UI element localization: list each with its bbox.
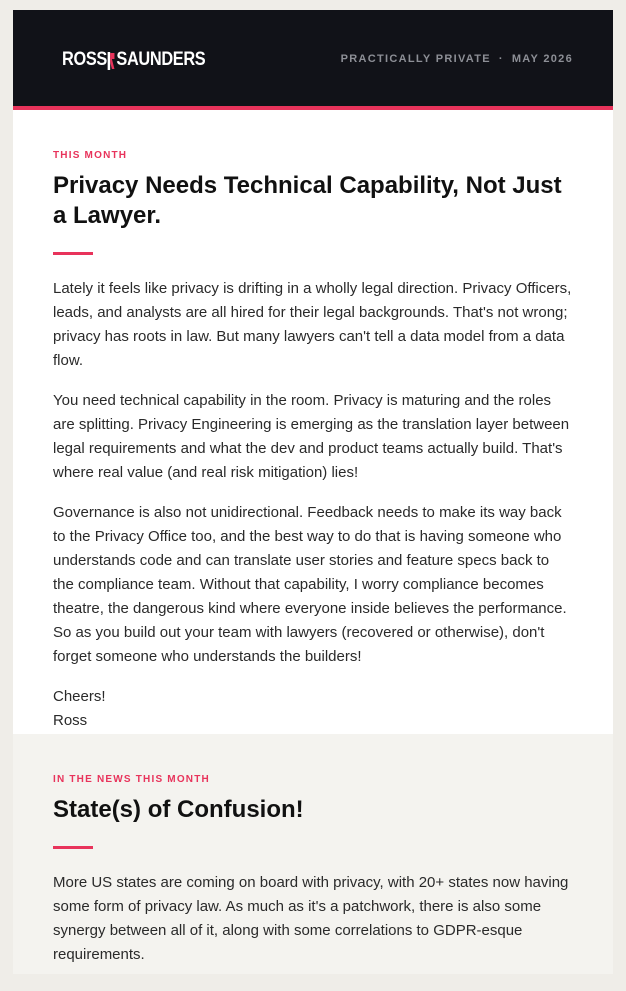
newsletter-email bbox=[13, 10, 613, 974]
news-paragraph: More US states are coming on board with privacy, with 20+ states now having some form of privacy law. As much as it's a patchwork, there is also some synergy between all of it, along with some correlations to GDPR-esque requirements. bbox=[53, 874, 569, 963]
news-section bbox=[13, 734, 613, 974]
brand-logo[interactable] bbox=[62, 48, 205, 72]
issue-info bbox=[341, 53, 573, 65]
news-kicker: IN THE NEWS THIS MONTH bbox=[53, 774, 210, 785]
article-signoff bbox=[53, 685, 573, 733]
accent-divider bbox=[53, 846, 93, 849]
logo-text-right: SAUNDERS bbox=[116, 49, 206, 70]
signoff-name: Ross bbox=[53, 712, 88, 729]
main-article-paragraph: Governance is also not unidirectional. Feedback needs to make its way back to the Privacy Office too, and the best way to do that is having someone who understands code and can translate user stories and feature specs back to the compliance team. Without that capability, I worry compliance becomes theatre, the dangerous kind where everyone inside believes the performance. So as you build out your team with lawyers (recovered or otherwise), don't forget someone who understands the builders! bbox=[53, 504, 567, 665]
main-article bbox=[13, 110, 613, 734]
issue-date: MAY 2026 bbox=[511, 53, 573, 65]
logo-text-left: ROSS bbox=[62, 49, 107, 70]
main-article-paragraph: Lately it feels like privacy is drifting in a wholly legal direction. Privacy Officers, leads, and analysts are all hired for their legal backgrounds. That's not wrong; privacy has roots in law. But many lawyers can't tell a data model from a data flow. bbox=[53, 280, 572, 369]
main-article-paragraph: You need technical capability in the room. Privacy is maturing and the roles are splitting. Privacy Engineering is emerging as the translation layer between legal requirements and what the dev and product teams actually build. That's where real value (and real risk mitigation) lies! bbox=[53, 392, 570, 481]
main-article-kicker: THIS MONTH bbox=[53, 150, 128, 161]
accent-divider bbox=[53, 252, 93, 255]
newsletter-name: PRACTICALLY PRIVATE bbox=[340, 53, 491, 65]
news-title: State(s) of Confusion! bbox=[53, 796, 304, 823]
issue-separator: · bbox=[498, 53, 504, 65]
logo-figure-icon bbox=[108, 50, 116, 70]
signoff-greeting: Cheers! bbox=[53, 688, 106, 705]
main-article-title: Privacy Needs Technical Capability, Not Just a Lawyer. bbox=[53, 172, 562, 229]
newsletter-header bbox=[13, 10, 613, 110]
